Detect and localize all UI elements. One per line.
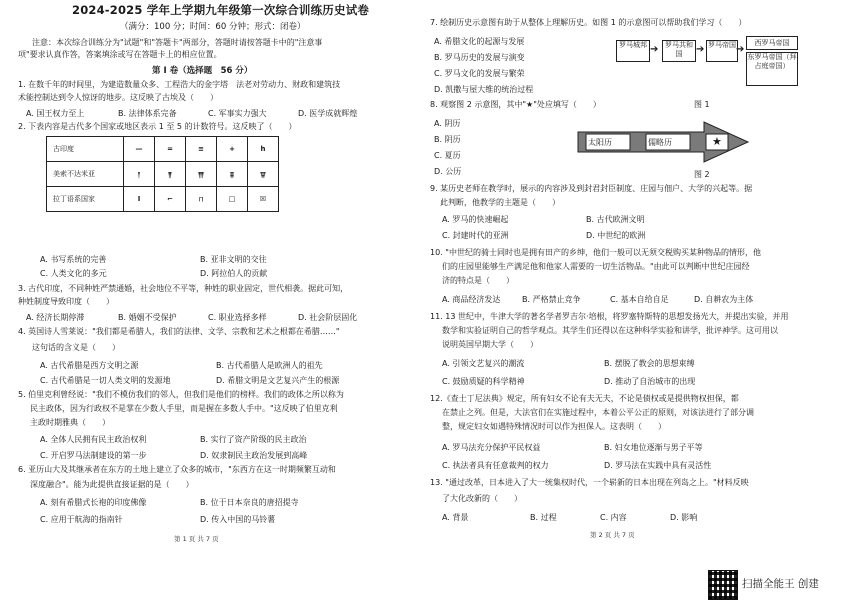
q12-option-d: D. 罗马法在实践中具有灵活性 [604,461,712,470]
q1-option-a: A. 国王权力至上 [26,109,85,118]
q11-option-c: C. 鼓励质疑的科学精神 [442,377,525,386]
q5-option-c: C. 开启罗马法制建设的第一步 [40,451,147,460]
q5-line1: 5. 伯里克利曾经说："我们不模仿我们的邻人，但我们是他们的榜样。我们的政体之所以称为 [18,390,344,399]
counting-symbols-table [46,136,279,212]
table-cell: 𒈫 [155,162,186,187]
table-cell: 𒐊 [248,162,279,187]
fig1-box-eastern-roman-empire: 东罗马帝国（拜占庭帝国） [746,52,798,86]
q10-line1: 10. "中世纪的骑士同时也是拥有田产的乡绅，他们一般可以无须交税购买某种物品的情形，他 [430,248,761,257]
fig1-box-roman-city-state: 罗马城邦 [616,40,650,62]
q3-option-b: B. 婚姻不受保护 [118,313,177,322]
fig1-caption: 图 1 [694,100,710,109]
q4-line1: 4. 英国诗人雪莱说："我们都是希腊人，我们的法律、文学、宗教和艺术之根都在希腊……" [18,327,340,336]
q1-option-d: D. 医学成就辉煌 [298,109,358,118]
q2-option-a: A. 书写系统的完善 [40,255,107,264]
q10-option-c: C. 基本自给自足 [610,295,669,304]
star-icon: ★ [712,135,722,148]
table-row [47,162,279,187]
q7-option-d: D. 凯撒与屋大维的统治过程 [434,85,534,94]
watermark-text: 扫描全能王 创建 [742,578,819,590]
q13-option-c: C. 内容 [600,513,627,522]
qr-code-icon [708,570,738,600]
q13-option-a: A. 背景 [442,513,469,522]
q9-line1: 9. 某历史老师在教学时，展示的内容涉及到封君封臣制度、庄园与佃户、大学的兴起等。据 [430,184,753,193]
q8-line1: 8. 观察图 2 示意图，其中"★"处应填写（ ） [430,100,601,109]
q8-option-b: B. 阴历 [434,135,461,144]
q10-line3: 济的特点是（ ） [442,276,514,285]
q3-line2: 种姓制度导致印度（ ） [18,297,114,306]
q1-option-c: C. 军事实力强大 [208,109,267,118]
q2-option-d: D. 阿拉伯人的贡献 [200,269,268,278]
exam-page-left [0,0,426,609]
q12-line2: 在禁止之列。但是，大法官们在实施过程中，本着公平公正的原则，对该法进行了部分调 [442,408,754,417]
q10-option-b: B. 严格禁止竞争 [522,295,581,304]
q12-option-c: C. 执法者具有任意裁判的权力 [442,461,549,470]
q2-line1: 2. 下表内容是古代多个国家或地区表示 1 至 5 的计数符号。这反映了（ ） [18,122,297,131]
q12-option-a: A. 罗马法充分保护平民权益 [442,443,541,452]
q7-option-a: A. 希腊文化的起源与发展 [434,37,525,46]
q5-option-b: B. 实行了资产阶级的民主政治 [200,435,307,444]
table-row [47,137,279,162]
q11-line1: 11. 13 世纪中，牛津大学的著名学者罗吉尔·培根，将罗塞特斯特的思想发扬光大，并提出实验，并用 [430,312,789,321]
q8-option-d: D. 公历 [434,167,462,176]
q11-line2: 数学和实验证明自己的哲学观点。其学生们还得以在这种科学实验和讲学，批评神学。这可用以 [442,326,778,335]
q8-option-a: A. 阴历 [434,119,461,128]
q6-option-d: D. 传入中国的马铃薯 [200,515,276,524]
table-cell: 𒐉 [217,162,248,187]
q5-line3: 主政时期雅典（ ） [30,418,110,427]
q2-option-c: C. 人类文化的多元 [40,269,107,278]
q13-line1: 13. "通过改革，日本进入了大一统集权时代，一个崭新的日本出现在列岛之上。"材料反映 [430,478,749,487]
table-cell: ☒ [248,187,279,212]
q1-line1: 1. 在数千年的时间里，为建造数量众多、工程浩大的金字塔 法老对劳动力、财政和建筑技 [18,80,341,89]
q6-option-a: A. 刻有希腊式长袍的印度佛像 [40,498,147,507]
q6-line2: 深度融合"。能为此提供直接证据的是（ ） [30,480,194,489]
fig2-caption: 图 2 [694,170,710,179]
q6-line1: 6. 亚历山大及其继承者在东方的土地上建立了众多的城市，"东西方在这一时期频繁互动和 [18,465,336,474]
exam-page-right [430,0,860,609]
q3-option-d: D. 社会阶层固化 [298,313,358,322]
fig2-solar-calendar-label: 太阳历 [588,138,612,147]
table-cell: ㄇ [186,187,217,212]
q9-line2: 此判断，他教学的主题是（ ） [440,198,560,207]
q5-option-d: D. 奴隶制民主政治发展到高峰 [200,451,308,460]
fig2-julian-calendar-label: 儒略历 [648,138,672,147]
q11-option-d: D. 推动了自治城市的出现 [604,377,696,386]
table-cell: 𒁹 [124,162,155,187]
q13-line2: 了大化改新的（ ） [442,494,522,503]
part1-heading: 第 I 卷（选择题 56 分） [152,66,253,76]
q9-option-a: A. 罗马的快速崛起 [442,215,509,224]
table-row-label: 拉丁语系国家 [47,187,124,212]
page-footer-right: 第 2 页 共 7 页 [590,531,635,539]
table-cell: — [124,137,155,162]
q10-line2: 们的庄园里能够生产满足他和他家人需要的一切生活物品。"由此可以判断中世纪庄园经 [442,262,750,271]
q3-line1: 3. 古代印度，不同种姓严禁通婚，社会地位不平等，种姓的职业固定，世代相袭。据此可知， [18,284,349,293]
q4-line2: 这句话的含义是（ ） [32,343,120,352]
table-cell: + [217,137,248,162]
q5-option-a: A. 全体人民拥有民主政治权利 [40,435,147,444]
q7-option-b: B. 罗马历史的发展与演变 [434,53,525,62]
exam-note-line1: 注意：本次综合训练分为"试题"和"答题卡"两部分，答题时请按答题卡中的"注意事 [32,38,323,47]
table-cell: 𒐈 [186,162,217,187]
q13-option-d: D. 影响 [670,513,698,522]
q10-option-d: D. 自耕农为主体 [694,295,754,304]
table-cell: h [248,137,279,162]
q11-option-b: B. 摆脱了教会的思想束缚 [604,359,695,368]
q1-option-b: B. 法律体系完备 [118,109,177,118]
table-cell: □ [217,187,248,212]
table-row [47,187,279,212]
q9-option-c: C. 封建时代的亚洲 [442,231,509,240]
q2-option-b: B. 亚非文明的交往 [200,255,267,264]
q7-line1: 7. 绘制历史示意图有助于从整体上理解历史。如图 1 的示意图可以帮助我们学习（ ） [430,18,747,27]
arrow-right-icon: ➔ [696,44,705,55]
arrow-right-icon: ➔ [650,44,659,55]
q4-option-a: A. 古代希腊是西方文明之源 [40,361,139,370]
q4-option-b: B. 古代希腊人是欧洲人的祖先 [216,361,323,370]
q10-option-a: A. 商品经济发达 [442,295,501,304]
q4-option-d: D. 希腊文明是文艺复兴产生的根源 [216,376,340,385]
table-row-label: 美索不达米亚 [47,162,124,187]
q9-option-d: D. 中世纪的欧洲 [586,231,646,240]
fig1-box-roman-republic: 罗马共和国 [662,40,696,62]
table-cell: ≡ [186,137,217,162]
q5-line2: 民主政体，因为行政权不是掌在少数人手里，而是握在多数人手中。"这反映了伯里克利 [30,404,338,413]
q11-option-a: A. 引领文艺复兴的潮流 [442,359,525,368]
exam-note-line2: 项"要求认真作答，答案填涂或写在答题卡上的相应位置。 [18,50,222,59]
q11-line3: 说明英国早期大学（ ） [442,340,538,349]
page-footer-left: 第 1 页 共 7 页 [174,535,219,543]
table-row-label: 古印度 [47,137,124,162]
q9-option-b: B. 古代欧洲文明 [586,215,645,224]
scanner-watermark [708,568,858,604]
q12-line1: 12.《查士丁尼法典》规定，所有妇女不论有夫无夫，不论是债权或是提供物权担保，都 [430,394,739,403]
q7-option-c: C. 罗马文化的发展与繁荣 [434,69,525,78]
arrow-right-icon: ➔ [736,44,745,55]
exam-title: 2024-2025 学年上学期九年级第一次综合训练历史试卷 [72,3,370,17]
q1-line2: 术能控制达到令人惊讶的地步。这反映了古埃及（ ） [18,93,218,102]
q12-option-b: B. 妇女地位逐渐与男子平等 [604,443,703,452]
table-cell: = [155,137,186,162]
fig1-box-western-roman-empire: 西罗马帝国 [746,36,798,50]
q8-option-c: C. 夏历 [434,151,461,160]
q6-option-b: B. 位于日本奈良的唐招提寺 [200,498,299,507]
fig1-box-roman-empire: 罗马帝国 [706,40,738,62]
table-cell: I [124,187,155,212]
q12-line3: 整，规定妇女如遇特殊情况时可以作为担保人。这表明（ ） [442,422,666,431]
exam-info: （满分：100 分；时间：60 分钟；形式：闭卷） [120,22,306,32]
q6-option-c: C. 应用于航海的指南针 [40,515,123,524]
q4-option-c: C. 古代希腊是一切人类文明的发源地 [40,376,171,385]
q3-option-c: C. 职业选择多样 [208,313,267,322]
q3-option-a: A. 经济长期停滞 [26,313,85,322]
q13-option-b: B. 过程 [530,513,557,522]
table-cell: ⌐ [155,187,186,212]
